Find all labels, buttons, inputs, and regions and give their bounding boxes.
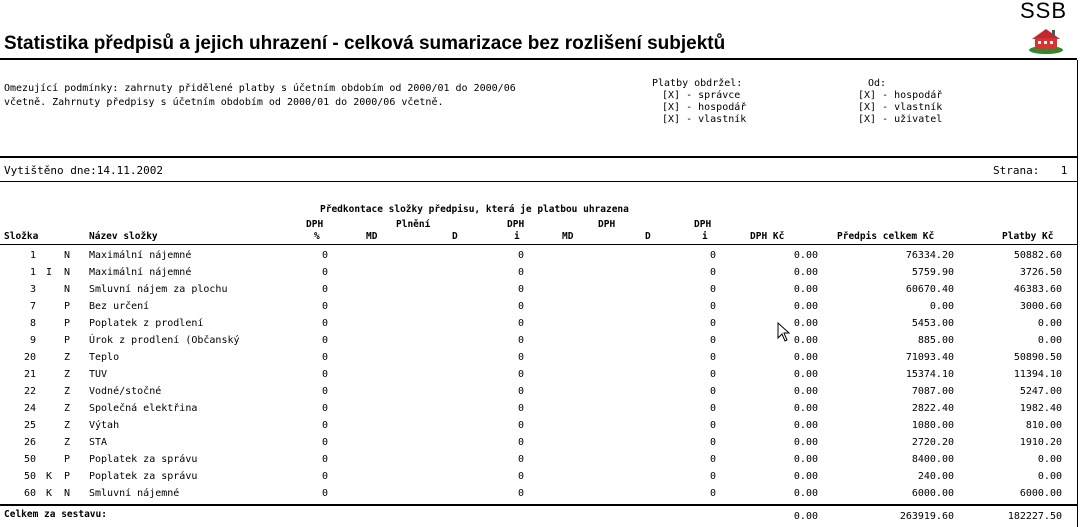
total-divider [0,504,1077,506]
row-type: Z [64,369,71,380]
row-name: Poplatek z prodlení [89,318,204,329]
row-type: P [64,318,71,329]
row-dph-1: 0 [321,420,328,431]
row-platby: 50882.60 [1013,250,1062,261]
row-type: Z [64,386,71,397]
platby-obdrzel [652,78,746,126]
group-title: Předkontace složky předpisu, která je platbou uhrazena [320,204,629,215]
title-divider [0,58,1077,60]
od-label: Od: [868,78,887,89]
row-dph-3: 0 [709,403,716,414]
table-row [0,284,1077,301]
row-dph-3: 0 [709,335,716,346]
row-dph-kc: 0.00 [793,301,818,312]
row-dph-2: 0 [517,471,524,482]
conditions-line-1: Omezující podmínky: zahrnuty přidělené platby s účetním obdobím od 2000/01 do 2000/06 [4,83,516,94]
row-code: 3 [29,284,36,295]
platby-obdrzel-item: [X] - správce [662,90,741,101]
conditions-divider [0,156,1077,158]
row-predpis: 2720.20 [911,437,954,448]
row-platby: 11394.10 [1013,369,1062,380]
conditions [4,82,516,110]
row-predpis: 240.00 [917,471,954,482]
col-predpis: Předpis celkem Kč [837,231,935,242]
total-label: Celkem za sestavu: [4,509,107,520]
row-type: N [64,267,71,278]
row-platby: 50890.50 [1013,352,1062,363]
row-dph-2: 0 [517,437,524,448]
row-code: 9 [29,335,36,346]
col-md-1: MD [366,231,378,242]
row-predpis: 2822.40 [911,403,954,414]
table-row [0,403,1077,420]
row-name: Maximální nájemné [89,250,192,261]
row-name: Výtah [89,420,120,431]
row-dph-2: 0 [517,352,524,363]
printed-date: 14.11.2002 [96,164,163,177]
col-dph2-top: DPH [507,219,525,230]
table-row [0,335,1077,352]
table-row [0,267,1077,284]
row-dph-2: 0 [517,284,524,295]
row-name: STA [89,437,108,448]
row-dph-1: 0 [321,403,328,414]
row-name: Úrok z prodlení (Občanský [89,335,240,346]
row-platby: 46383.60 [1013,284,1062,295]
row-dph-3: 0 [709,250,716,261]
page-number: 1 [1060,164,1068,177]
total-platby: 182227.50 [1007,511,1062,522]
table-row [0,420,1077,437]
printed-info [4,164,163,177]
table-row [0,471,1077,488]
row-platby: 0.00 [1037,335,1062,346]
row-platby: 0.00 [1037,471,1062,482]
row-dph-2: 0 [517,267,524,278]
row-code: 7 [29,301,36,312]
row-dph-kc: 0.00 [793,437,818,448]
row-dph-1: 0 [321,488,328,499]
row-dph-3: 0 [709,488,716,499]
col-d-1: D [452,231,458,242]
row-dph-kc: 0.00 [793,250,818,261]
conditions-line-2: včetně. Zahrnuty předpisy s účetním obdobím od 2000/01 do 2000/06 včetně. [4,97,444,108]
row-type: P [64,454,71,465]
row-code: 26 [23,437,36,448]
row-code: 1 [29,267,36,278]
row-dph-kc: 0.00 [793,369,818,380]
row-platby: 1982.40 [1019,403,1062,414]
row-dph-3: 0 [709,301,716,312]
platby-obdrzel-item: [X] - vlastník [662,114,747,125]
row-code: 8 [29,318,36,329]
row-dph-2: 0 [517,301,524,312]
od-item: [X] - hospodář [858,90,943,101]
page-info [993,164,1067,177]
row-name: TUV [89,369,108,380]
report-title: Statistika předpisů a jejich uhrazení - celková sumarizace bez rozlišení subjektů [4,33,726,54]
total-dph-kc: 0.00 [793,511,818,522]
row-predpis: 7087.00 [911,386,954,397]
row-type: P [64,301,71,312]
row-name: Společná elektřina [89,403,198,414]
table-row [0,488,1077,505]
row-dph-kc: 0.00 [793,335,818,346]
row-name: Vodné/stočné [89,386,162,397]
row-code: 22 [23,386,36,397]
row-name: Poplatek za správu [89,471,198,482]
row-predpis: 5759.90 [911,267,954,278]
table-row [0,386,1077,403]
row-type: N [64,250,71,261]
row-predpis: 71093.40 [905,352,954,363]
table-row [0,352,1077,369]
total-predpis: 263919.60 [899,511,954,522]
row-dph-1: 0 [321,318,328,329]
row-dph-kc: 0.00 [793,403,818,414]
row-dph-kc: 0.00 [793,471,818,482]
row-dph-kc: 0.00 [793,284,818,295]
row-type: P [64,471,71,482]
row-dph-3: 0 [709,454,716,465]
platby-obdrzel-label: Platby obdržel: [652,78,743,89]
row-code: 50 [23,471,36,482]
od-item: [X] - uživatel [858,114,943,125]
table-row [0,454,1077,471]
col-dph1-pct: % [314,231,320,242]
row-predpis: 76334.20 [905,250,954,261]
row-type: N [64,284,71,295]
row-dph-3: 0 [709,420,716,431]
col-dph1-top: DPH [306,219,324,230]
row-code: 21 [23,369,36,380]
row-predpis: 885.00 [917,335,954,346]
row-dph-3: 0 [709,386,716,397]
row-dph-2: 0 [517,420,524,431]
row-type: N [64,488,71,499]
row-predpis: 60670.40 [905,284,954,295]
row-dph-3: 0 [709,437,716,448]
od-filter [858,78,942,126]
row-dph-2: 0 [517,403,524,414]
row-name: Smluvní nájemné [89,488,180,499]
col-dph4-i: i [702,231,708,242]
table-row [0,369,1077,386]
logo-text: SSB [1020,0,1068,23]
col-d-2: D [645,231,651,242]
row-dph-2: 0 [517,318,524,329]
col-dph4-top: DPH [694,219,712,230]
row-dph-1: 0 [321,284,328,295]
row-dph-3: 0 [709,267,716,278]
row-predpis: 5453.00 [911,318,954,329]
row-dph-2: 0 [517,386,524,397]
row-code: 1 [29,250,36,261]
printed-label: Vytištěno dne: [4,164,97,177]
house-logo-icon [1028,26,1064,54]
col-slozka: Složka [4,231,39,242]
row-predpis: 6000.00 [911,488,954,499]
row-type: P [64,335,71,346]
row-type: Z [64,437,71,448]
row-flag: K [46,488,53,499]
row-platby: 0.00 [1037,318,1062,329]
row-platby: 6000.00 [1019,488,1062,499]
row-flag: K [46,471,53,482]
row-name: Poplatek za správu [89,454,198,465]
row-dph-1: 0 [321,250,328,261]
row-predpis: 15374.10 [905,369,954,380]
row-dph-1: 0 [321,369,328,380]
row-name: Teplo [89,352,120,363]
row-platby: 3000.60 [1019,301,1062,312]
row-dph-2: 0 [517,250,524,261]
row-dph-kc: 0.00 [793,420,818,431]
row-dph-1: 0 [321,437,328,448]
row-dph-1: 0 [321,267,328,278]
row-platby: 3726.50 [1019,267,1062,278]
row-dph-kc: 0.00 [793,267,818,278]
col-plneni-1: Plnění [396,219,431,230]
col-dph-kc: DPH Kč [750,231,785,242]
platby-obdrzel-item: [X] - hospodář [662,102,747,113]
table-row [0,318,1077,335]
row-platby: 5247.00 [1019,386,1062,397]
row-code: 24 [23,403,36,414]
row-flag: I [46,267,53,278]
row-name: Smluvní nájem za plochu [89,284,228,295]
table-row [0,437,1077,454]
row-type: Z [64,403,71,414]
right-border [1077,60,1078,527]
row-dph-2: 0 [517,488,524,499]
row-dph-1: 0 [321,471,328,482]
col-dph2-i: i [514,231,520,242]
od-item: [X] - vlastník [858,102,943,113]
row-dph-1: 0 [321,386,328,397]
row-predpis: 8400.00 [911,454,954,465]
row-predpis: 0.00 [929,301,954,312]
row-dph-kc: 0.00 [793,454,818,465]
row-dph-2: 0 [517,454,524,465]
row-dph-kc: 0.00 [793,318,818,329]
row-dph-3: 0 [709,284,716,295]
page-label: Strana: [993,164,1040,177]
row-name: Bez určení [89,301,150,312]
row-dph-3: 0 [709,471,716,482]
row-code: 50 [23,454,36,465]
mouse-cursor-icon [777,322,791,342]
row-dph-1: 0 [321,335,328,346]
col-dph3-top: DPH [598,219,616,230]
row-predpis: 1080.00 [911,420,954,431]
row-type: Z [64,352,71,363]
row-dph-2: 0 [517,335,524,346]
info-divider [0,181,1077,182]
row-platby: 0.00 [1037,454,1062,465]
col-nazev: Název složky [89,231,158,242]
row-dph-2: 0 [517,369,524,380]
table-row [0,250,1077,267]
row-code: 60 [23,488,36,499]
row-dph-1: 0 [321,301,328,312]
row-code: 20 [23,352,36,363]
row-dph-kc: 0.00 [793,352,818,363]
col-md-2: MD [562,231,574,242]
row-dph-1: 0 [321,352,328,363]
table-row [0,301,1077,318]
row-platby: 1910.20 [1019,437,1062,448]
row-dph-kc: 0.00 [793,488,818,499]
row-name: Maximální nájemné [89,267,192,278]
row-dph-3: 0 [709,318,716,329]
row-dph-1: 0 [321,454,328,465]
row-code: 25 [23,420,36,431]
row-dph-kc: 0.00 [793,386,818,397]
row-dph-3: 0 [709,352,716,363]
header-divider [0,244,1077,245]
col-platby: Platby Kč [1002,231,1054,242]
row-type: Z [64,420,71,431]
row-dph-3: 0 [709,369,716,380]
row-platby: 810.00 [1025,420,1062,431]
